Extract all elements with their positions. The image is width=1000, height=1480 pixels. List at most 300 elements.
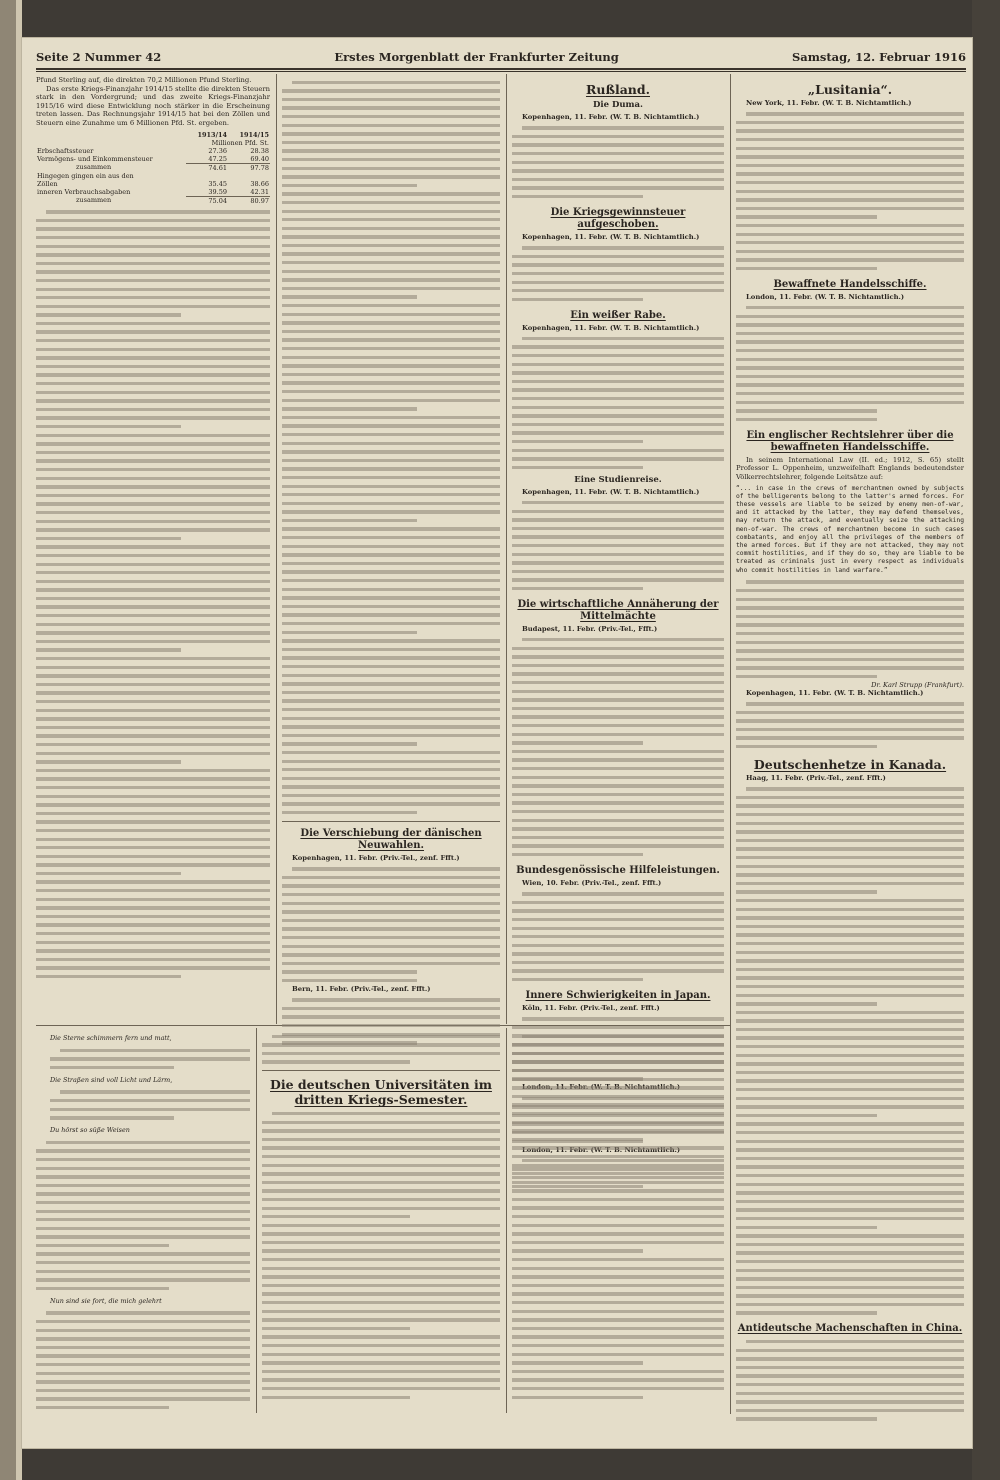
text-line (512, 386, 724, 395)
text-line (512, 584, 724, 593)
poem-line: Nun sind sie fort, die mich gelehrt (50, 1296, 162, 1305)
text-line (736, 862, 964, 871)
dateline: Köln, 11. Febr. (Priv.-Tel., zenf. Ffft.) (522, 1004, 660, 1013)
poem-lines (36, 1046, 250, 1072)
dateline: Budapest, 11. Febr. (Priv.-Tel., Ffft.) (522, 624, 658, 633)
text-line (512, 1255, 724, 1264)
text-line (736, 664, 964, 673)
text-line (36, 938, 270, 947)
poem-lines (36, 1088, 250, 1122)
text-line (36, 723, 270, 732)
text-line (512, 1290, 724, 1299)
unit-header: Millionen Pfd. St. (211, 138, 269, 147)
text-line (512, 704, 724, 713)
text-line (512, 1127, 724, 1136)
headline-rechtslehrer: Ein englischer Rechtslehrer über die bewaffneten Handelsschiffe. (746, 429, 954, 453)
article-text-lines (36, 1138, 250, 1293)
text-line (282, 439, 500, 448)
text-line (36, 1155, 250, 1164)
text-line (736, 178, 964, 187)
text-line (512, 1187, 724, 1196)
text-line (736, 819, 964, 828)
text-line (512, 1376, 724, 1385)
text-line (36, 1147, 250, 1156)
rechtslehrer-intro: In seinem International Law (II. ed.; 1912, S. 65) stellt Professor L. Oppenheim, unzweifelhaft Englands bedeutendster Völkerrechtslehrer, folgende Leitsätze auf: (736, 455, 964, 481)
text-line (282, 207, 500, 216)
column-divider (730, 74, 731, 1414)
text-line (736, 1300, 964, 1309)
text-line (512, 636, 724, 645)
text-line (282, 757, 500, 766)
text-line (736, 346, 964, 355)
text-line (736, 785, 964, 794)
text-line (36, 749, 270, 758)
text-line (36, 1335, 250, 1344)
headline-annaeherung-mittelmaechte: Die wirtschaftliche Annäherung der Mittelmächte (517, 598, 719, 622)
text-line (36, 663, 270, 672)
text-line (512, 149, 724, 158)
col1-intro: Pfund Sterling auf, die direkten 70,2 Millionen Pfund Sterling. (36, 76, 252, 84)
text-line (736, 196, 964, 205)
headline-japan: Innere Schwierigkeiten in Japan. (525, 990, 711, 1002)
column-divider (256, 1028, 257, 1413)
text-line (736, 1008, 964, 1017)
text-line (36, 955, 270, 964)
text-line (36, 1403, 250, 1412)
text-line (262, 1350, 500, 1359)
text-line (736, 725, 964, 734)
text-line (736, 1051, 964, 1060)
poem-line: Die Sterne schimmern fern und matt, (50, 1034, 172, 1042)
text-line (36, 1250, 250, 1259)
text-line (736, 239, 964, 248)
text-line (512, 1281, 724, 1290)
text-line (512, 1230, 724, 1239)
text-line (512, 420, 724, 429)
text-line (36, 405, 270, 414)
text-line (36, 1241, 250, 1250)
text-line (36, 414, 270, 423)
text-line (512, 1135, 724, 1144)
text-line (736, 407, 964, 416)
text-line (262, 1144, 500, 1153)
text-line (512, 541, 724, 550)
text-line (50, 1088, 250, 1097)
text-line (282, 396, 500, 405)
text-line (36, 921, 270, 930)
text-line (736, 853, 964, 862)
text-line (736, 1017, 964, 1026)
text-line (36, 577, 270, 586)
text-line (282, 873, 500, 882)
header-page-number: Seite 2 Nummer 42 (36, 50, 162, 64)
text-line (282, 611, 500, 620)
text-line (36, 594, 270, 603)
text-line (736, 957, 964, 966)
text-line (282, 619, 500, 628)
text-line (512, 1041, 724, 1050)
year-header: 1913/14 (197, 130, 227, 139)
text-line (736, 700, 964, 709)
text-line (736, 1266, 964, 1275)
text-line (282, 568, 500, 577)
text-line (36, 629, 270, 638)
text-line (736, 247, 964, 256)
text-line (282, 731, 500, 740)
text-line (736, 1249, 964, 1258)
text-line (282, 925, 500, 934)
text-line (736, 1085, 964, 1094)
text-line (36, 362, 270, 371)
text-line (512, 782, 724, 791)
text-line (512, 842, 724, 851)
text-line (512, 533, 724, 542)
text-line (282, 533, 500, 542)
text-line (262, 1170, 500, 1179)
text-line (736, 1103, 964, 1112)
text-line (50, 1096, 250, 1105)
article-text-lines (736, 1337, 964, 1423)
text-line (736, 1094, 964, 1103)
text-line (736, 982, 964, 991)
text-line (36, 457, 270, 466)
text-line (262, 1255, 500, 1264)
text-line (36, 1395, 250, 1404)
text-line (512, 1144, 724, 1153)
text-line (282, 405, 500, 414)
text-line (282, 774, 500, 783)
text-line (512, 1221, 724, 1230)
headline-kriegsgewinnsteuer: Die Kriegsgewinnsteuer aufgeschoben. (550, 206, 686, 230)
text-line (36, 379, 270, 388)
text-line (736, 742, 964, 751)
text-line (282, 353, 500, 362)
text-line (36, 809, 270, 818)
text-line (282, 130, 500, 139)
text-line (282, 430, 500, 439)
text-line (736, 1189, 964, 1198)
text-line (282, 748, 500, 757)
text-line (512, 713, 724, 722)
text-line (736, 1154, 964, 1163)
text-line (36, 611, 270, 620)
text-line (736, 372, 964, 381)
text-line (736, 621, 964, 630)
text-line (282, 379, 500, 388)
text-line (512, 950, 724, 959)
text-line (36, 1258, 250, 1267)
text-line (512, 437, 724, 446)
text-line (262, 1109, 500, 1118)
headline-daenische-neuwahlen: Die Verschiebung der dänischen Neuwahlen. (300, 828, 482, 852)
text-line (282, 78, 500, 87)
text-line (512, 756, 724, 765)
text-line (36, 526, 270, 535)
table-row: Hingegen gingen ein aus den (37, 171, 134, 180)
text-line (36, 852, 270, 861)
text-line (36, 1216, 250, 1225)
table-row: Erbschaftssteuer 27.36 28.38 (37, 146, 269, 155)
text-line (282, 301, 500, 310)
text-line (512, 334, 724, 343)
text-line (736, 1275, 964, 1284)
text-line (282, 740, 500, 749)
oppenheim-quote: “... in case in the crews of merchantmen owned by subjects of the belligerents belong to the latter's armed forces. For these vessels are liable to be seized by enemy men-of-war, and it attacked by the latter, they may defend themselves, may return the attack, and eventually seize the attacking men-of-war. The crews of merchantmen become in such cases combatants, and enjoy all the privileges of the members of the armed forces. But if they are not attacked, they may not commit hostilities, and if they do so, they are liable to be treated as criminals just in every respect as individuals who commit hostilities in land warfare.” (736, 484, 964, 574)
text-line (736, 170, 964, 179)
poem-line: Die Straßen sind voll Licht und Lärm, (50, 1075, 173, 1084)
text-line (736, 896, 964, 905)
text-line (736, 135, 964, 144)
text-line (512, 1393, 724, 1402)
text-line (736, 948, 964, 957)
text-line (36, 835, 270, 844)
article-text-lines (282, 78, 500, 817)
text-line (36, 508, 270, 517)
text-line (262, 1032, 500, 1041)
text-line (512, 1032, 724, 1041)
text-line (736, 1000, 964, 1009)
text-line (512, 1316, 724, 1325)
text-line (282, 413, 500, 422)
header-rule (36, 68, 966, 70)
text-line (512, 244, 724, 253)
text-line (512, 678, 724, 687)
text-line (512, 1350, 724, 1359)
column-4 (736, 76, 964, 1412)
text-line (36, 801, 270, 810)
text-line (736, 161, 964, 170)
text-line (262, 1135, 500, 1144)
text-line (736, 213, 964, 222)
article-text-lines (512, 636, 724, 859)
text-line (736, 905, 964, 914)
text-line (736, 1042, 964, 1051)
text-line (282, 808, 500, 817)
text-line (282, 1004, 500, 1013)
text-line (262, 1376, 500, 1385)
text-line (36, 1284, 250, 1293)
text-line (262, 1118, 500, 1127)
text-line (512, 1084, 724, 1093)
text-line (262, 1187, 500, 1196)
text-line (512, 1152, 724, 1161)
text-line (512, 576, 724, 585)
text-line (282, 1013, 500, 1022)
text-line (736, 329, 964, 338)
column-2 (282, 76, 500, 1021)
text-line (262, 1178, 500, 1187)
text-line (736, 922, 964, 931)
text-line (512, 898, 724, 907)
text-line (736, 1415, 964, 1424)
text-line (512, 455, 724, 464)
text-line (512, 730, 724, 739)
text-line (282, 138, 500, 147)
text-line (36, 654, 270, 663)
article-text-lines (36, 1309, 250, 1412)
text-line (512, 403, 724, 412)
text-line (512, 967, 724, 976)
text-line (282, 293, 500, 302)
headline-weisser-rabe: Ein weißer Rabe. (570, 309, 666, 321)
text-line (512, 1359, 724, 1368)
text-line (36, 826, 270, 835)
dateline: Kopenhagen, 11. Febr. (Priv.-Tel., zenf. Ffft.) (292, 854, 460, 863)
text-line (512, 192, 724, 201)
text-line (512, 1118, 724, 1127)
column-divider (276, 74, 277, 1024)
text-line (282, 499, 500, 508)
text-line (36, 1173, 250, 1182)
text-line (736, 230, 964, 239)
text-line (36, 543, 270, 552)
text-line (282, 516, 500, 525)
text-line (512, 816, 724, 825)
text-line (512, 516, 724, 525)
text-line (36, 225, 270, 234)
text-line (282, 542, 500, 551)
year-header: 1914/15 (239, 130, 269, 139)
text-line (262, 1264, 500, 1273)
text-line (36, 646, 270, 655)
text-line (282, 791, 500, 800)
text-line (282, 95, 500, 104)
text-line (736, 871, 964, 880)
text-line (36, 1164, 250, 1173)
text-line (736, 965, 964, 974)
text-line (736, 1389, 964, 1398)
article-text-lines (736, 700, 964, 752)
text-line (282, 688, 500, 697)
table-row: zusammen 75.04 80.97 (76, 196, 269, 205)
table-row: Zöllen 35.45 38.66 (37, 179, 269, 188)
text-line (736, 1146, 964, 1155)
text-line (282, 508, 500, 517)
text-line (36, 732, 270, 741)
text-line (736, 629, 964, 638)
text-line (512, 915, 724, 924)
text-line (512, 1049, 724, 1058)
text-line (512, 833, 724, 842)
text-line (36, 680, 270, 689)
text-line (282, 491, 500, 500)
text-line (262, 1333, 500, 1342)
text-line (36, 1138, 250, 1147)
text-line (736, 1283, 964, 1292)
text-line (36, 740, 270, 749)
tax-revenue-table (36, 131, 270, 205)
text-line (512, 1101, 724, 1110)
poem-line: Du hörst so süße Weisen (50, 1126, 130, 1135)
text-line (736, 1292, 964, 1301)
text-line (512, 412, 724, 421)
text-line (512, 890, 724, 899)
text-line (736, 389, 964, 398)
text-line (282, 198, 500, 207)
article-text-lines (736, 785, 964, 1318)
text-line (512, 141, 724, 150)
text-line (512, 739, 724, 748)
text-line (512, 1170, 724, 1179)
page-edge (972, 0, 1000, 1480)
text-line (736, 638, 964, 647)
text-line (262, 1230, 500, 1239)
text-line (36, 328, 270, 337)
text-line (736, 1398, 964, 1407)
text-line (282, 628, 500, 637)
text-line (512, 721, 724, 730)
text-line (512, 158, 724, 167)
text-line (512, 1109, 724, 1118)
article-text-lines (512, 498, 724, 593)
article-text-lines (736, 303, 964, 423)
text-line (36, 586, 270, 595)
text-line (36, 912, 270, 921)
text-line (736, 1337, 964, 1346)
subhead-duma: Die Duma. (593, 100, 643, 110)
text-line (736, 1372, 964, 1381)
headline-russland: Rußland. (585, 82, 650, 97)
text-line (36, 818, 270, 827)
text-line (736, 1232, 964, 1241)
text-line (262, 1127, 500, 1136)
text-line (36, 551, 270, 560)
text-line (282, 671, 500, 680)
text-line (512, 559, 724, 568)
text-line (36, 895, 270, 904)
article-text-lines (36, 208, 270, 981)
text-line (736, 1214, 964, 1223)
text-line (50, 1046, 250, 1055)
text-line (512, 975, 724, 984)
text-line (282, 1021, 500, 1030)
text-line (262, 1307, 500, 1316)
headline-universitaeten: Die deutschen Universitäten im dritten Kriegs-Semester. (270, 1077, 492, 1108)
text-line (512, 644, 724, 653)
text-line (282, 344, 500, 353)
text-line (512, 1238, 724, 1247)
header-rule-thin (36, 71, 966, 72)
text-line (736, 415, 964, 424)
text-line (282, 705, 500, 714)
text-line (36, 1233, 250, 1242)
text-line (36, 1317, 250, 1326)
text-line (512, 850, 724, 859)
text-line (262, 1367, 500, 1376)
text-line (736, 1257, 964, 1266)
text-line (262, 1273, 500, 1282)
text-line (262, 1041, 500, 1050)
text-line (36, 465, 270, 474)
text-line (282, 525, 500, 534)
text-line (736, 708, 964, 717)
text-line (282, 800, 500, 809)
dateline: New York, 11. Febr. (W. T. B. Nichtamtlich.) (746, 99, 912, 107)
text-line (736, 717, 964, 726)
text-line (262, 1341, 500, 1350)
text-line (282, 327, 500, 336)
text-line (262, 1238, 500, 1247)
book-binding (0, 0, 22, 1480)
text-line (736, 1180, 964, 1189)
text-line (736, 914, 964, 923)
article-text-lines (262, 1032, 500, 1066)
text-line (262, 1195, 500, 1204)
text-line (36, 302, 270, 311)
text-line (262, 1324, 500, 1333)
text-line (512, 1212, 724, 1221)
text-line (36, 672, 270, 681)
